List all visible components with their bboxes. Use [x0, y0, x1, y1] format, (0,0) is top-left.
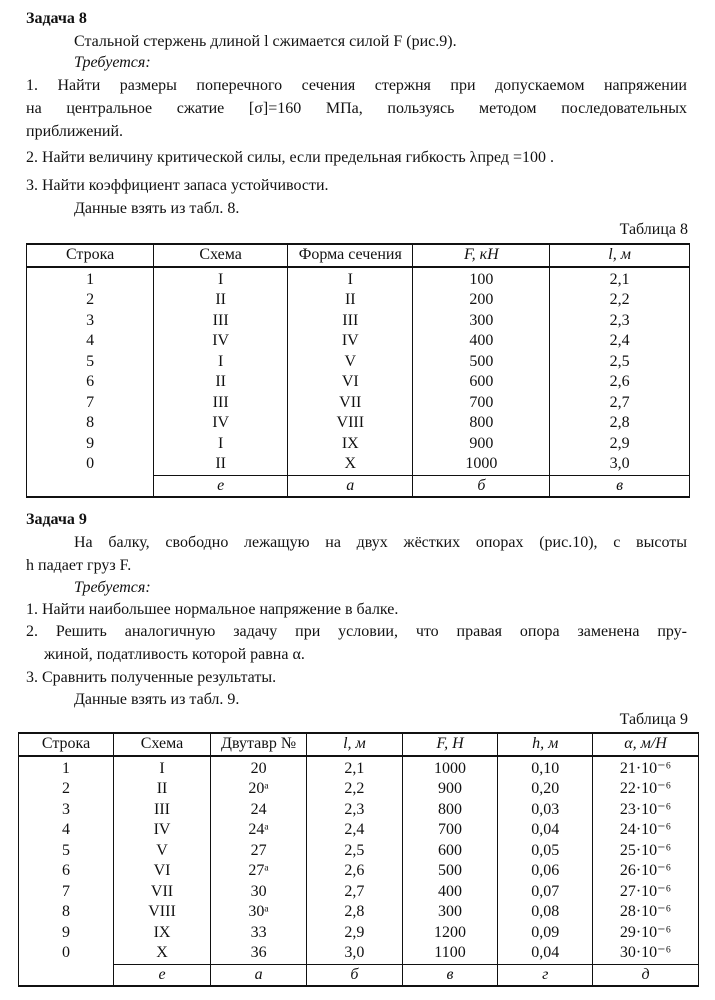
column-header: F, Н — [402, 733, 498, 756]
table-row — [19, 779, 699, 800]
table-cell: 2,6 — [307, 861, 402, 882]
table-row — [27, 393, 690, 414]
table-cell: 2,8 — [307, 902, 402, 923]
table-cell: 0 — [27, 454, 154, 475]
table-cell: 400 — [413, 331, 550, 352]
table-cell-empty — [27, 475, 154, 497]
table-row — [19, 902, 699, 923]
table-cell: X — [114, 943, 211, 964]
table-cell: 900 — [402, 779, 498, 800]
table-cell: 1000 — [402, 756, 498, 780]
task9-intro-line2: h падает груз F. — [26, 557, 132, 574]
table-footer-cell: д — [593, 964, 699, 986]
table-cell: 0,04 — [498, 820, 593, 841]
column-header: h, м — [498, 733, 593, 756]
table-cell: 0,06 — [498, 861, 593, 882]
table-cell: III — [154, 393, 288, 414]
table-cell: 0,03 — [498, 800, 593, 821]
table-cell: 3 — [27, 311, 154, 332]
column-header: l, м — [307, 733, 402, 756]
table-footer-cell: б — [413, 475, 550, 497]
table-cell: 27·10⁻⁶ — [593, 882, 699, 903]
table-footer-cell: в — [402, 964, 498, 986]
table-cell: VIII — [288, 413, 413, 434]
table-cell: 28·10⁻⁶ — [593, 902, 699, 923]
table-cell: 2,8 — [550, 413, 690, 434]
table-cell: 100 — [413, 267, 550, 291]
table-cell: 30 — [210, 882, 306, 903]
table-row — [19, 800, 699, 821]
table-cell: I — [288, 267, 413, 291]
table-cell: 2,7 — [550, 393, 690, 414]
table-cell: 1200 — [402, 923, 498, 944]
table-row — [27, 352, 690, 373]
column-header: Схема — [114, 733, 211, 756]
table-cell: 1 — [19, 756, 114, 780]
table-cell: 3 — [19, 800, 114, 821]
task8-item1-line1: 1. Найти размеры поперечного сечения стержня при допускаемом напряжении — [26, 77, 687, 94]
table-cell: 0,05 — [498, 841, 593, 862]
table-footer-cell: а — [210, 964, 306, 986]
table-cell: III — [114, 800, 211, 821]
table-row — [27, 331, 690, 352]
table-cell: X — [288, 454, 413, 475]
task9-item2-line1: 2. Решить аналогичную задачу при условии, что правая опора заменена пру- — [26, 623, 687, 640]
table-cell: 2,5 — [307, 841, 402, 862]
table-cell: 0,10 — [498, 756, 593, 780]
table-cell: 700 — [402, 820, 498, 841]
table-cell: II — [114, 779, 211, 800]
table-cell: 30·10⁻⁶ — [593, 943, 699, 964]
task9-item3: 3. Сравнить полученные результаты. — [26, 669, 277, 686]
table-cell: 500 — [402, 861, 498, 882]
table-cell: 9 — [19, 923, 114, 944]
table-cell: 24ᵃ — [210, 820, 306, 841]
table-cell: I — [154, 434, 288, 455]
table-footer-cell: г — [498, 964, 593, 986]
table-row — [19, 820, 699, 841]
table-cell: 2,6 — [550, 372, 690, 393]
table-cell: 27 — [210, 841, 306, 862]
table-cell: 22·10⁻⁶ — [593, 779, 699, 800]
table-cell: 6 — [19, 861, 114, 882]
table-cell: 25·10⁻⁶ — [593, 841, 699, 862]
column-header: Строка — [19, 733, 114, 756]
table-row — [27, 267, 690, 291]
table-cell: II — [288, 290, 413, 311]
table-row — [19, 861, 699, 882]
table-cell: 4 — [19, 820, 114, 841]
table-cell: III — [288, 311, 413, 332]
table-cell: 2 — [27, 290, 154, 311]
column-header: Форма сечения — [288, 244, 413, 267]
table-cell: 2,2 — [550, 290, 690, 311]
task9-intro-line1: На балку, свободно лежащую на двух жёстких опорах (рис.10), с высоты — [74, 534, 687, 551]
table-cell: 20 — [210, 756, 306, 780]
table-cell: V — [288, 352, 413, 373]
table-cell: 800 — [402, 800, 498, 821]
table-cell: II — [154, 372, 288, 393]
table-cell: 300 — [413, 311, 550, 332]
task8-required: Требуется: — [74, 54, 151, 71]
table-cell: 8 — [27, 413, 154, 434]
table-cell: 2 — [19, 779, 114, 800]
table-cell: VIII — [114, 902, 211, 923]
table-cell: 3,0 — [550, 454, 690, 475]
table-cell: 27ᵃ — [210, 861, 306, 882]
table-footer-cell: в — [550, 475, 690, 497]
table8-caption: Таблица 8 — [619, 221, 688, 238]
table-cell: 1 — [27, 267, 154, 291]
table-cell: IV — [154, 331, 288, 352]
table-cell: 600 — [402, 841, 498, 862]
table-cell: I — [154, 352, 288, 373]
table-cell: 2,3 — [550, 311, 690, 332]
table-cell: 30ᵃ — [210, 902, 306, 923]
task8-intro: Стальной стержень длиной l сжимается силой F (рис.9). — [74, 33, 457, 50]
table-cell: 20ᵃ — [210, 779, 306, 800]
column-header: Строка — [27, 244, 154, 267]
table-cell: 8 — [19, 902, 114, 923]
task9-item2-line2: жиной, податливость которой равна α. — [44, 646, 305, 663]
column-header: Схема — [154, 244, 288, 267]
task9-required: Требуется: — [74, 579, 151, 596]
table-9 — [18, 732, 699, 987]
table-cell: 36 — [210, 943, 306, 964]
column-header: α, м/Н — [593, 733, 699, 756]
table-cell: III — [154, 311, 288, 332]
table-cell: IX — [288, 434, 413, 455]
table-cell: 0,07 — [498, 882, 593, 903]
task8-item2: 2. Найти величину критической силы, если предельная гибкость λпред =100 . — [26, 149, 555, 166]
table-cell: 2,1 — [307, 756, 402, 780]
table-footer-cell: а — [288, 475, 413, 497]
table-cell: 6 — [27, 372, 154, 393]
task9-title: Задача 9 — [26, 511, 87, 528]
table-8 — [26, 243, 690, 498]
task8-data-note: Данные взять из табл. 8. — [74, 200, 240, 217]
table-row — [19, 841, 699, 862]
table-row — [27, 434, 690, 455]
task9-item1: 1. Найти наибольшее нормальное напряжение в балке. — [26, 601, 399, 618]
table-cell: 2,9 — [307, 923, 402, 944]
table-cell: 0,09 — [498, 923, 593, 944]
table-cell: II — [154, 454, 288, 475]
table-cell: 800 — [413, 413, 550, 434]
table-row — [27, 290, 690, 311]
table-cell: VI — [114, 861, 211, 882]
table-cell: I — [154, 267, 288, 291]
table-cell: 2,5 — [550, 352, 690, 373]
task8-item1-line2: на центральное сжатие [σ]=160 МПа, пользуясь методом последовательных — [26, 100, 687, 117]
table-row — [27, 454, 690, 475]
table-cell: 2,4 — [550, 331, 690, 352]
table-cell: 1100 — [402, 943, 498, 964]
table-cell: 21·10⁻⁶ — [593, 756, 699, 780]
table-row — [19, 923, 699, 944]
table-footer-row — [27, 475, 690, 497]
table-cell: 0,20 — [498, 779, 593, 800]
table-cell: 2,9 — [550, 434, 690, 455]
table-row — [27, 372, 690, 393]
table-cell: VII — [114, 882, 211, 903]
table-cell: VII — [288, 393, 413, 414]
table-cell: IV — [114, 820, 211, 841]
table-cell: 3,0 — [307, 943, 402, 964]
table9-caption: Таблица 9 — [619, 711, 688, 728]
column-header: l, м — [550, 244, 690, 267]
table-cell: 5 — [19, 841, 114, 862]
table-cell: 23·10⁻⁶ — [593, 800, 699, 821]
table-row — [27, 413, 690, 434]
table-cell: 2,3 — [307, 800, 402, 821]
table-cell: II — [154, 290, 288, 311]
table-row — [19, 756, 699, 780]
task9-data-note: Данные взять из табл. 9. — [74, 691, 240, 708]
table-cell: 2,2 — [307, 779, 402, 800]
table-cell: 0,08 — [498, 902, 593, 923]
table-cell: VI — [288, 372, 413, 393]
table-footer-cell: е — [154, 475, 288, 497]
table-cell: IV — [288, 331, 413, 352]
table-cell: 400 — [402, 882, 498, 903]
table-cell: 700 — [413, 393, 550, 414]
table-cell: 2,7 — [307, 882, 402, 903]
table-cell: 33 — [210, 923, 306, 944]
table-cell: V — [114, 841, 211, 862]
table-cell: 0,04 — [498, 943, 593, 964]
table-cell: 2,1 — [550, 267, 690, 291]
table-cell: 7 — [19, 882, 114, 903]
column-header: F, кН — [413, 244, 550, 267]
table-cell: 5 — [27, 352, 154, 373]
table-cell: 1000 — [413, 454, 550, 475]
table-cell: 24 — [210, 800, 306, 821]
table-cell: 600 — [413, 372, 550, 393]
table-cell: 29·10⁻⁶ — [593, 923, 699, 944]
task8-title: Задача 8 — [26, 10, 87, 27]
table-cell: 4 — [27, 331, 154, 352]
table-cell: IV — [154, 413, 288, 434]
task8-item1-line3: приближений. — [26, 123, 124, 140]
table-footer-cell: б — [307, 964, 402, 986]
table-cell: 9 — [27, 434, 154, 455]
table-row — [19, 943, 699, 964]
table-cell: 900 — [413, 434, 550, 455]
table-cell: I — [114, 756, 211, 780]
task8-item3: 3. Найти коэффициент запаса устойчивости. — [26, 177, 329, 194]
table-footer-row — [19, 964, 699, 986]
table-cell: 26·10⁻⁶ — [593, 861, 699, 882]
table-row — [19, 882, 699, 903]
table-cell-empty — [19, 964, 114, 986]
table-cell: 500 — [413, 352, 550, 373]
table-row — [27, 311, 690, 332]
column-header: Двутавр № — [210, 733, 306, 756]
table-cell: 24·10⁻⁶ — [593, 820, 699, 841]
table-cell: 2,4 — [307, 820, 402, 841]
table-footer-cell: е — [114, 964, 211, 986]
table-cell: 7 — [27, 393, 154, 414]
table-cell: 300 — [402, 902, 498, 923]
table-cell: 0 — [19, 943, 114, 964]
table-cell: IX — [114, 923, 211, 944]
table-cell: 200 — [413, 290, 550, 311]
